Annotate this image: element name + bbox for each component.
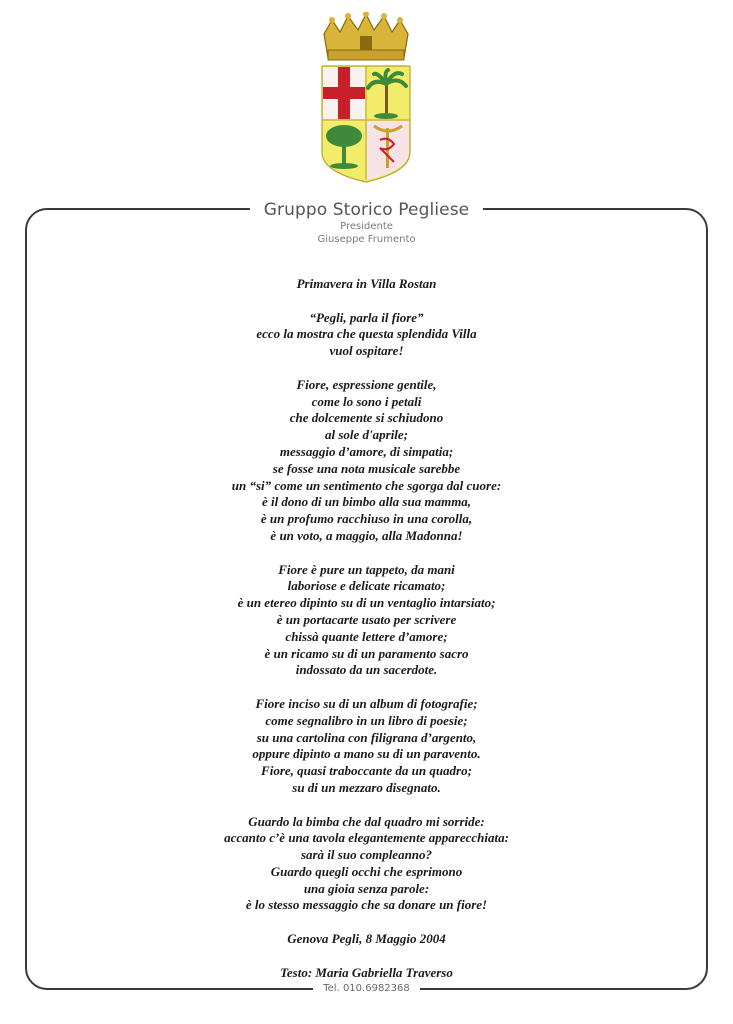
poem-line: è un etereo dipinto su di un ventaglio intarsiato; <box>237 595 496 611</box>
shield-icon <box>322 66 410 182</box>
org-president: Giuseppe Frumento <box>317 234 416 245</box>
poem-line: Fiore è pure un tappeto, da mani <box>278 561 455 577</box>
poem-line: è un voto, a maggio, alla Madonna! <box>270 527 463 543</box>
poem-line: su di un mezzaro disegnato. <box>292 779 441 795</box>
poem-line: Fiore, quasi traboccante da un quadro; <box>261 763 472 779</box>
poem-title: Primavera in Villa Rostan <box>296 276 437 291</box>
poem-line: oppure dipinto a mano su di un paravento. <box>252 746 481 762</box>
footer-phone <box>0 983 733 994</box>
poem-stanzas <box>40 310 693 931</box>
poem-line: un “si” come un sentimento che sgorga dal cuore: <box>231 477 502 493</box>
poem-line: è il dono di un bimbo alla sua mamma, <box>261 494 472 510</box>
phone-number: Tel. 010.6982368 <box>313 983 420 994</box>
poem-author: Testo: Maria Gabriella Traverso <box>280 964 453 980</box>
poem-line: ecco la mostra che questa splendida Villa <box>256 326 477 342</box>
poem-stanza <box>40 377 693 545</box>
poem-line: è lo stesso messaggio che sa donare un fiore! <box>245 897 488 913</box>
poem-line: “Pegli, parla il fiore” <box>309 309 424 325</box>
place-date: Genova Pegli, 8 Maggio 2004 <box>287 931 446 947</box>
poem-line: sarà il suo compleanno? <box>300 847 433 863</box>
poem-line: è un ricamo su di un paramento sacro <box>264 645 469 661</box>
org-role: Presidente <box>340 221 393 232</box>
poem-line: che dolcemente si schiudono <box>289 410 444 426</box>
poem-line: come lo sono i petali <box>311 393 422 409</box>
poem-line: è un portacarte usato per scrivere <box>276 611 457 627</box>
poem-line: una gioia senza parole: <box>303 880 430 896</box>
poem-stanza <box>40 814 693 915</box>
poem-line: Fiore, espressione gentile, <box>296 376 437 392</box>
poem-line: chissà quante lettere d’amore; <box>285 628 448 644</box>
poem-stanza <box>40 562 693 680</box>
poem-stanza <box>40 696 693 797</box>
poem-line: Guardo quegli occhi che esprimono <box>270 863 463 879</box>
poem-line: accanto c’è una tavola elegantemente apparecchiata: <box>224 830 509 846</box>
poem-line: al sole d'aprile; <box>324 427 409 443</box>
poem-line: messaggio d’amore, di simpatia; <box>279 443 454 459</box>
poem <box>40 276 693 981</box>
poem-line: come segnalibro in un libro di poesie; <box>265 712 468 728</box>
poem-line: laboriose e delicate ricamato; <box>287 578 446 594</box>
poem-line: vuol ospitare! <box>329 343 404 359</box>
poem-line: su una cartolina con filigrana d’argento, <box>256 729 477 745</box>
org-name: Gruppo Storico Pegliese <box>250 200 483 220</box>
coat-of-arms-icon <box>318 12 414 184</box>
org-header <box>0 200 733 246</box>
poem-line: Guardo la bimba che dal quadro mi sorride: <box>248 813 485 829</box>
poem-line: è un profumo racchiuso in una corolla, <box>260 511 473 527</box>
poem-line: indossato da un sacerdote. <box>295 662 438 678</box>
crown-icon <box>324 12 408 60</box>
poem-line: Fiore inciso su di un album di fotografie; <box>255 695 478 711</box>
poem-stanza <box>40 310 693 360</box>
poem-line: se fosse una nota musicale sarebbe <box>272 460 461 476</box>
